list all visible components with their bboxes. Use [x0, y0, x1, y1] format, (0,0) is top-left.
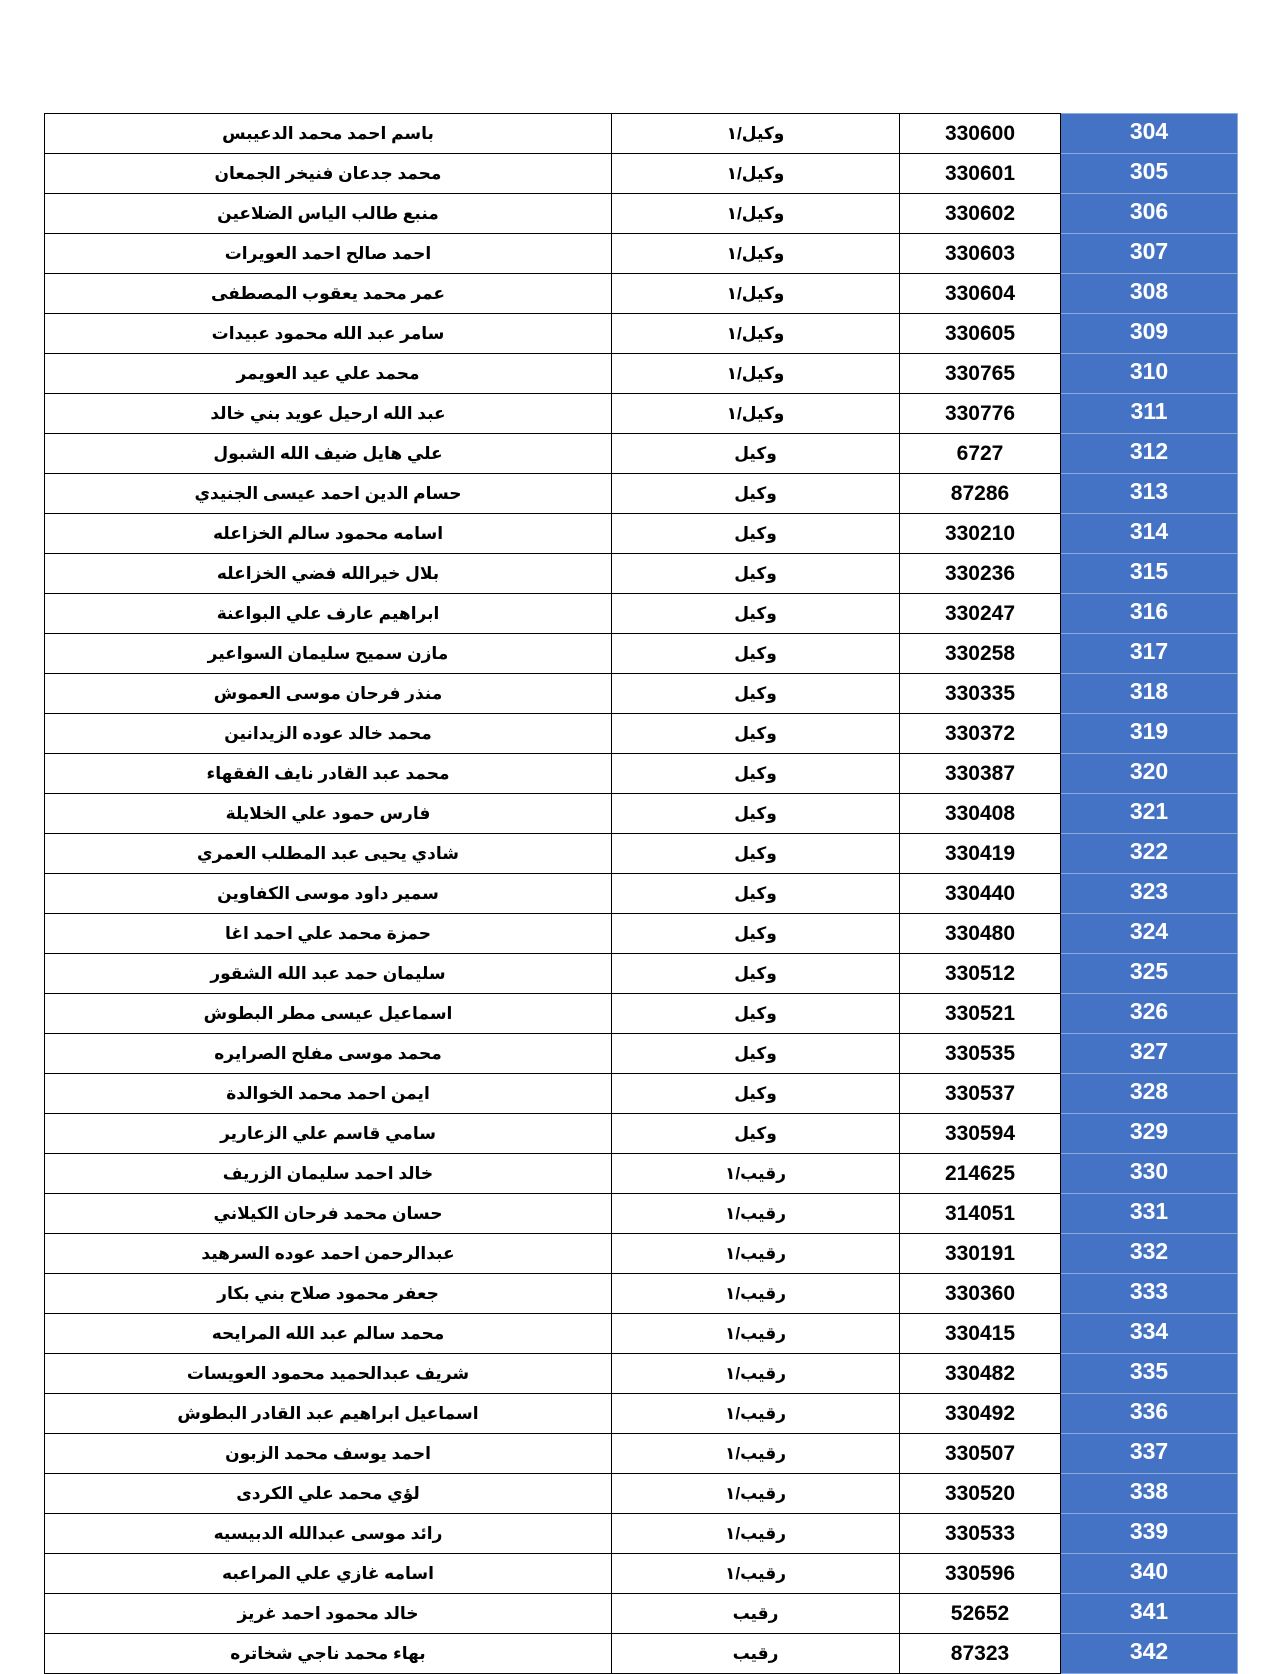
- row-index-cell: 314: [1061, 514, 1238, 554]
- name-cell: بلال خيرالله فضي الخزاعله: [45, 554, 612, 594]
- rank-cell: وكيل/١: [612, 394, 900, 434]
- name-cell: اسامه محمود سالم الخزاعله: [45, 514, 612, 554]
- name-cell: عبد الله ارحيل عويد بني خالد: [45, 394, 612, 434]
- table-row: [45, 234, 1238, 274]
- table-row: [45, 1194, 1238, 1234]
- table-row: [45, 1434, 1238, 1474]
- name-cell: ايمن احمد محمد الخوالدة: [45, 1074, 612, 1114]
- name-cell: سامر عبد الله محمود عبيدات: [45, 314, 612, 354]
- row-index-cell: 318: [1061, 674, 1238, 714]
- table-row: [45, 1394, 1238, 1434]
- rank-cell: وكيل: [612, 914, 900, 954]
- military-number-cell: 330492: [900, 1394, 1061, 1434]
- name-cell: حمزة محمد علي احمد اغا: [45, 914, 612, 954]
- table-row: [45, 634, 1238, 674]
- row-index-cell: 305: [1061, 154, 1238, 194]
- rank-cell: وكيل: [612, 674, 900, 714]
- name-cell: خالد احمد سليمان الزريف: [45, 1154, 612, 1194]
- military-number-cell: 330601: [900, 154, 1061, 194]
- rank-cell: وكيل: [612, 434, 900, 474]
- table-row: [45, 314, 1238, 354]
- name-cell: ابراهيم عارف علي البواعنة: [45, 594, 612, 634]
- name-cell: احمد يوسف محمد الزبون: [45, 1434, 612, 1474]
- military-number-cell: 330482: [900, 1354, 1061, 1394]
- name-cell: منذر فرحان موسى العموش: [45, 674, 612, 714]
- rank-cell: رقيب/١: [612, 1314, 900, 1354]
- table-row: [45, 874, 1238, 914]
- rank-cell: وكيل: [612, 1034, 900, 1074]
- row-index-cell: 340: [1061, 1554, 1238, 1594]
- table-row: [45, 274, 1238, 314]
- name-cell: اسماعيل ابراهيم عبد القادر البطوش: [45, 1394, 612, 1434]
- name-cell: اسماعيل عيسى مطر البطوش: [45, 994, 612, 1034]
- military-number-cell: 330537: [900, 1074, 1061, 1114]
- row-index-cell: 313: [1061, 474, 1238, 514]
- name-cell: خالد محمود احمد غريز: [45, 1594, 612, 1634]
- rank-cell: رقيب/١: [612, 1434, 900, 1474]
- row-index-cell: 335: [1061, 1354, 1238, 1394]
- military-number-cell: 330520: [900, 1474, 1061, 1514]
- table-row: [45, 554, 1238, 594]
- row-index-cell: 338: [1061, 1474, 1238, 1514]
- rank-cell: وكيل: [612, 794, 900, 834]
- row-index-cell: 306: [1061, 194, 1238, 234]
- rank-cell: رقيب/١: [612, 1474, 900, 1514]
- rank-cell: رقيب/١: [612, 1554, 900, 1594]
- rank-cell: وكيل: [612, 514, 900, 554]
- row-index-cell: 330: [1061, 1154, 1238, 1194]
- military-number-cell: 330507: [900, 1434, 1061, 1474]
- rank-cell: وكيل: [612, 954, 900, 994]
- table-row: [45, 1354, 1238, 1394]
- military-number-cell: 330605: [900, 314, 1061, 354]
- name-cell: سليمان حمد عبد الله الشقور: [45, 954, 612, 994]
- table-row: [45, 674, 1238, 714]
- name-cell: محمد عبد القادر نايف الفقهاء: [45, 754, 612, 794]
- row-index-cell: 334: [1061, 1314, 1238, 1354]
- military-number-cell: 330387: [900, 754, 1061, 794]
- table-row: [45, 1074, 1238, 1114]
- table-row: [45, 794, 1238, 834]
- name-cell: عبدالرحمن احمد عوده السرهيد: [45, 1234, 612, 1274]
- table-row: [45, 1034, 1238, 1074]
- rank-cell: وكيل: [612, 834, 900, 874]
- row-index-cell: 326: [1061, 994, 1238, 1034]
- row-index-cell: 319: [1061, 714, 1238, 754]
- name-cell: محمد جدعان فنيخر الجمعان: [45, 154, 612, 194]
- military-number-cell: 330419: [900, 834, 1061, 874]
- table-row: [45, 594, 1238, 634]
- table-row: [45, 834, 1238, 874]
- rank-cell: وكيل/١: [612, 194, 900, 234]
- row-index-cell: 339: [1061, 1514, 1238, 1554]
- name-cell: حسام الدين احمد عيسى الجنيدي: [45, 474, 612, 514]
- military-number-cell: 6727: [900, 434, 1061, 474]
- table-row: [45, 914, 1238, 954]
- table-row: [45, 394, 1238, 434]
- table-row: [45, 154, 1238, 194]
- rank-cell: وكيل: [612, 754, 900, 794]
- row-index-cell: 336: [1061, 1394, 1238, 1434]
- military-number-cell: 330521: [900, 994, 1061, 1034]
- military-number-cell: 330210: [900, 514, 1061, 554]
- rank-cell: رقيب/١: [612, 1234, 900, 1274]
- rank-cell: وكيل/١: [612, 154, 900, 194]
- military-number-cell: 330535: [900, 1034, 1061, 1074]
- military-number-cell: 330247: [900, 594, 1061, 634]
- military-number-cell: 330440: [900, 874, 1061, 914]
- military-number-cell: 87323: [900, 1634, 1061, 1674]
- name-cell: سامي قاسم علي الزعارير: [45, 1114, 612, 1154]
- rank-cell: وكيل/١: [612, 354, 900, 394]
- table-row: [45, 994, 1238, 1034]
- name-cell: حسان محمد فرحان الكيلاني: [45, 1194, 612, 1234]
- name-cell: باسم احمد محمد الدعيبس: [45, 114, 612, 154]
- military-number-cell: 214625: [900, 1154, 1061, 1194]
- rank-cell: وكيل/١: [612, 114, 900, 154]
- name-cell: محمد موسى مفلح الصرايره: [45, 1034, 612, 1074]
- military-number-cell: 330533: [900, 1514, 1061, 1554]
- rank-cell: رقيب/١: [612, 1274, 900, 1314]
- row-index-cell: 320: [1061, 754, 1238, 794]
- table-row: [45, 1594, 1238, 1634]
- rank-cell: رقيب: [612, 1594, 900, 1634]
- table-row: [45, 514, 1238, 554]
- table-row: [45, 1634, 1238, 1674]
- table-row: [45, 754, 1238, 794]
- table-row: [45, 1234, 1238, 1274]
- military-number-cell: 330236: [900, 554, 1061, 594]
- military-number-cell: 87286: [900, 474, 1061, 514]
- row-index-cell: 322: [1061, 834, 1238, 874]
- name-cell: سمير داود موسى الكفاوين: [45, 874, 612, 914]
- table-row: [45, 114, 1238, 154]
- rank-cell: وكيل: [612, 714, 900, 754]
- row-index-cell: 309: [1061, 314, 1238, 354]
- military-number-cell: 330594: [900, 1114, 1061, 1154]
- military-number-cell: 330408: [900, 794, 1061, 834]
- military-number-cell: 330603: [900, 234, 1061, 274]
- rank-cell: وكيل: [612, 634, 900, 674]
- rank-cell: وكيل: [612, 994, 900, 1034]
- personnel-table: [44, 113, 1238, 1674]
- military-number-cell: 330372: [900, 714, 1061, 754]
- row-index-cell: 312: [1061, 434, 1238, 474]
- name-cell: فارس حمود علي الخلايلة: [45, 794, 612, 834]
- rank-cell: رقيب/١: [612, 1354, 900, 1394]
- military-number-cell: 330191: [900, 1234, 1061, 1274]
- table-row: [45, 434, 1238, 474]
- rank-cell: رقيب/١: [612, 1394, 900, 1434]
- row-index-cell: 308: [1061, 274, 1238, 314]
- military-number-cell: 330776: [900, 394, 1061, 434]
- name-cell: لؤي محمد علي الكردى: [45, 1474, 612, 1514]
- rank-cell: وكيل: [612, 1074, 900, 1114]
- row-index-cell: 317: [1061, 634, 1238, 674]
- table-row: [45, 194, 1238, 234]
- row-index-cell: 342: [1061, 1634, 1238, 1674]
- military-number-cell: 330600: [900, 114, 1061, 154]
- rank-cell: وكيل: [612, 874, 900, 914]
- military-number-cell: 330360: [900, 1274, 1061, 1314]
- table-row: [45, 1314, 1238, 1354]
- name-cell: شادي يحيى عبد المطلب العمري: [45, 834, 612, 874]
- name-cell: رائد موسى عبدالله الدبيسيه: [45, 1514, 612, 1554]
- row-index-cell: 307: [1061, 234, 1238, 274]
- rank-cell: وكيل/١: [612, 314, 900, 354]
- row-index-cell: 332: [1061, 1234, 1238, 1274]
- name-cell: مازن سميح سليمان السواعير: [45, 634, 612, 674]
- name-cell: احمد صالح احمد العويرات: [45, 234, 612, 274]
- name-cell: اسامه غازي علي المراعبه: [45, 1554, 612, 1594]
- name-cell: محمد علي عيد العويمر: [45, 354, 612, 394]
- rank-cell: رقيب: [612, 1634, 900, 1674]
- name-cell: علي هايل ضيف الله الشبول: [45, 434, 612, 474]
- rank-cell: رقيب/١: [612, 1154, 900, 1194]
- row-index-cell: 341: [1061, 1594, 1238, 1634]
- rank-cell: وكيل/١: [612, 234, 900, 274]
- military-number-cell: 330335: [900, 674, 1061, 714]
- military-number-cell: 314051: [900, 1194, 1061, 1234]
- row-index-cell: 328: [1061, 1074, 1238, 1114]
- name-cell: بهاء محمد ناجي شخاتره: [45, 1634, 612, 1674]
- military-number-cell: 330480: [900, 914, 1061, 954]
- row-index-cell: 325: [1061, 954, 1238, 994]
- name-cell: محمد سالم عبد الله المرايحه: [45, 1314, 612, 1354]
- table-row: [45, 714, 1238, 754]
- row-index-cell: 329: [1061, 1114, 1238, 1154]
- rank-cell: وكيل: [612, 1114, 900, 1154]
- row-index-cell: 323: [1061, 874, 1238, 914]
- row-index-cell: 315: [1061, 554, 1238, 594]
- row-index-cell: 337: [1061, 1434, 1238, 1474]
- name-cell: جعفر محمود صلاح بني بكار: [45, 1274, 612, 1314]
- row-index-cell: 324: [1061, 914, 1238, 954]
- row-index-cell: 331: [1061, 1194, 1238, 1234]
- row-index-cell: 327: [1061, 1034, 1238, 1074]
- row-index-cell: 304: [1061, 114, 1238, 154]
- name-cell: شريف عبدالحميد محمود العويسات: [45, 1354, 612, 1394]
- row-index-cell: 321: [1061, 794, 1238, 834]
- table-row: [45, 1114, 1238, 1154]
- name-cell: محمد خالد عوده الزيدانين: [45, 714, 612, 754]
- military-number-cell: 330415: [900, 1314, 1061, 1354]
- table-row: [45, 1514, 1238, 1554]
- military-number-cell: 330596: [900, 1554, 1061, 1594]
- rank-cell: وكيل/١: [612, 274, 900, 314]
- table-row: [45, 474, 1238, 514]
- table-row: [45, 1474, 1238, 1514]
- table-row: [45, 1554, 1238, 1594]
- table-row: [45, 954, 1238, 994]
- rank-cell: وكيل: [612, 594, 900, 634]
- row-index-cell: 311: [1061, 394, 1238, 434]
- name-cell: منبع طالب الياس الضلاعين: [45, 194, 612, 234]
- table-row: [45, 354, 1238, 394]
- military-number-cell: 330512: [900, 954, 1061, 994]
- military-number-cell: 330765: [900, 354, 1061, 394]
- military-number-cell: 330602: [900, 194, 1061, 234]
- row-index-cell: 333: [1061, 1274, 1238, 1314]
- row-index-cell: 316: [1061, 594, 1238, 634]
- rank-cell: وكيل: [612, 474, 900, 514]
- military-number-cell: 330258: [900, 634, 1061, 674]
- military-number-cell: 52652: [900, 1594, 1061, 1634]
- rank-cell: رقيب/١: [612, 1514, 900, 1554]
- table-row: [45, 1274, 1238, 1314]
- rank-cell: وكيل: [612, 554, 900, 594]
- table-row: [45, 1154, 1238, 1194]
- name-cell: عمر محمد يعقوب المصطفى: [45, 274, 612, 314]
- rank-cell: رقيب/١: [612, 1194, 900, 1234]
- row-index-cell: 310: [1061, 354, 1238, 394]
- military-number-cell: 330604: [900, 274, 1061, 314]
